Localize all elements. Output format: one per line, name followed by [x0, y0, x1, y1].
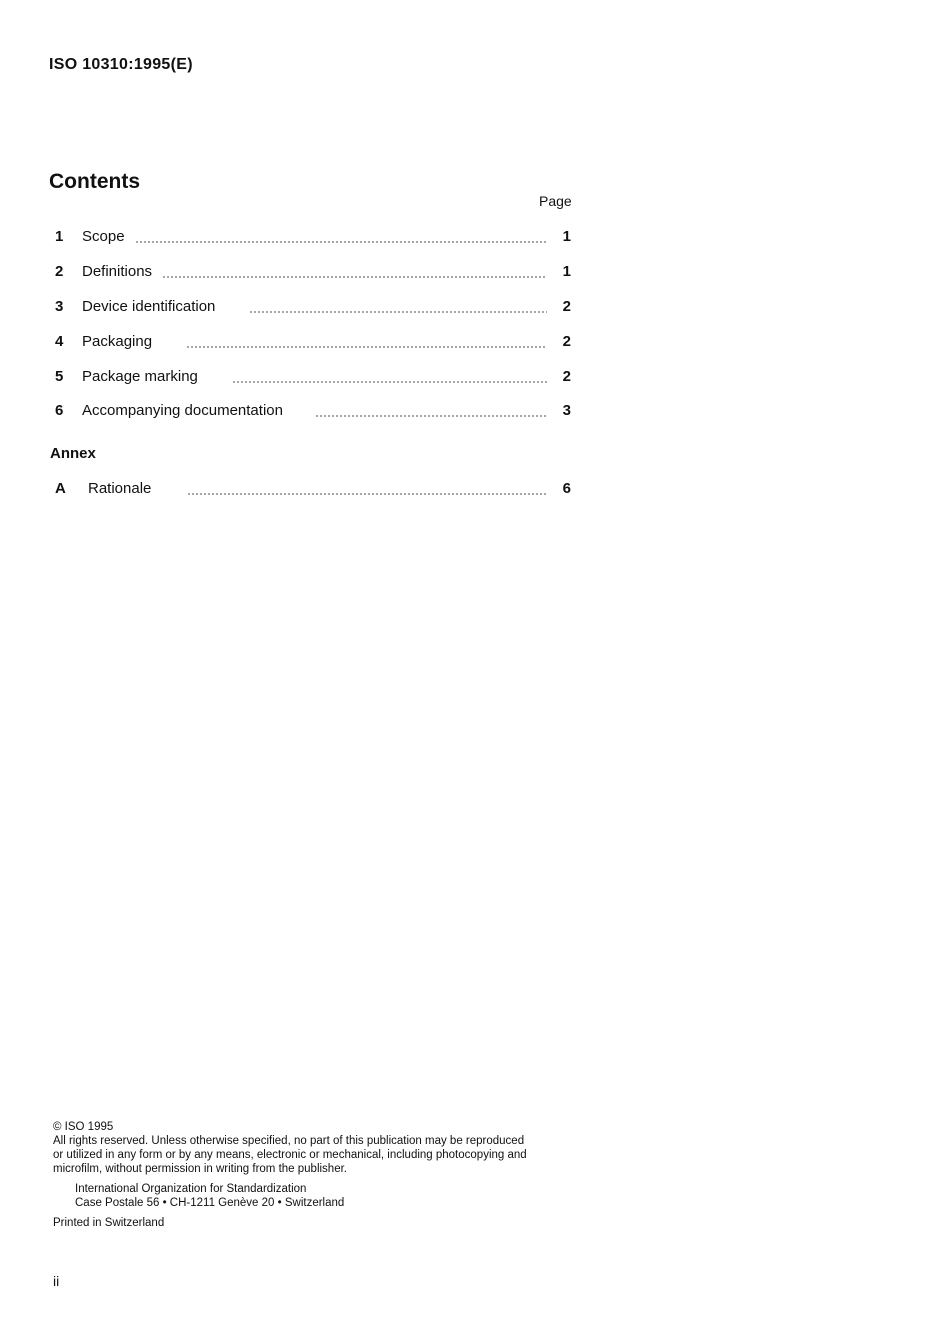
rights-text-line: or utilized in any form or by any means, electronic or mechanical, including photocopying and: [53, 1149, 527, 1161]
toc-entry-package-marking[interactable]: [55, 368, 571, 388]
copyright-line: © ISO 1995: [53, 1121, 114, 1133]
toc-entry-page: 1: [562, 263, 571, 280]
toc-entry-title: Scope: [82, 228, 125, 245]
toc-entry-page: 6: [562, 480, 571, 497]
toc-entry-page: 2: [562, 368, 571, 385]
toc-entry-accompanying-documentation[interactable]: [55, 402, 571, 422]
dot-leader: [232, 380, 547, 384]
toc-entry-packaging[interactable]: [55, 333, 571, 353]
toc-entry-title: Accompanying documentation: [82, 402, 283, 419]
dot-leader: [249, 310, 547, 314]
toc-entry-page: 3: [562, 402, 571, 419]
toc-entry-title: Packaging: [82, 333, 153, 350]
contents-title: Contents: [49, 170, 140, 193]
toc-entry-title: Definitions: [82, 263, 153, 280]
toc-entry-device-identification[interactable]: [55, 298, 571, 318]
rights-text-line: microfilm, without permission in writing from the publisher.: [53, 1163, 347, 1175]
toc-entry-page: 2: [562, 333, 571, 350]
toc-entry-title: Device identification: [82, 298, 216, 315]
toc-entry-page: 2: [562, 298, 571, 315]
dot-leader: [162, 275, 547, 279]
organization-name: International Organization for Standardization: [75, 1183, 307, 1195]
toc-entry-annex-rationale[interactable]: [55, 480, 571, 500]
page-column-label: Page: [539, 193, 572, 209]
toc-entry-number: 2: [55, 263, 64, 280]
toc-entry-definitions[interactable]: [55, 263, 571, 283]
toc-entry-number: 3: [55, 298, 64, 315]
toc-entry-number: 1: [55, 228, 64, 245]
toc-entry-page: 1: [562, 228, 571, 245]
dot-leader: [135, 240, 547, 244]
toc-entry-title: Rationale: [88, 480, 152, 497]
toc-entry-scope[interactable]: [55, 228, 571, 248]
printed-in: Printed in Switzerland: [53, 1217, 165, 1229]
page-number: ii: [53, 1273, 60, 1289]
copyright-notice: [53, 1120, 578, 1230]
rights-text-line: All rights reserved. Unless otherwise specified, no part of this publication may be reproduced: [53, 1135, 525, 1147]
toc-entry-number: 6: [55, 402, 64, 419]
annex-entry-letter: A: [55, 480, 66, 497]
toc-entry-number: 4: [55, 333, 64, 350]
dot-leader: [186, 345, 547, 349]
publisher-address: [53, 1182, 578, 1210]
toc-entry-title: Package marking: [82, 368, 198, 385]
organization-address: Case Postale 56 • CH-1211 Genève 20 • Switzerland: [75, 1197, 345, 1209]
toc-entry-number: 5: [55, 368, 64, 385]
annex-heading: Annex: [50, 445, 96, 462]
dot-leader: [187, 492, 547, 496]
document-reference: ISO 10310:1995(E): [49, 56, 193, 73]
dot-leader: [315, 414, 547, 418]
